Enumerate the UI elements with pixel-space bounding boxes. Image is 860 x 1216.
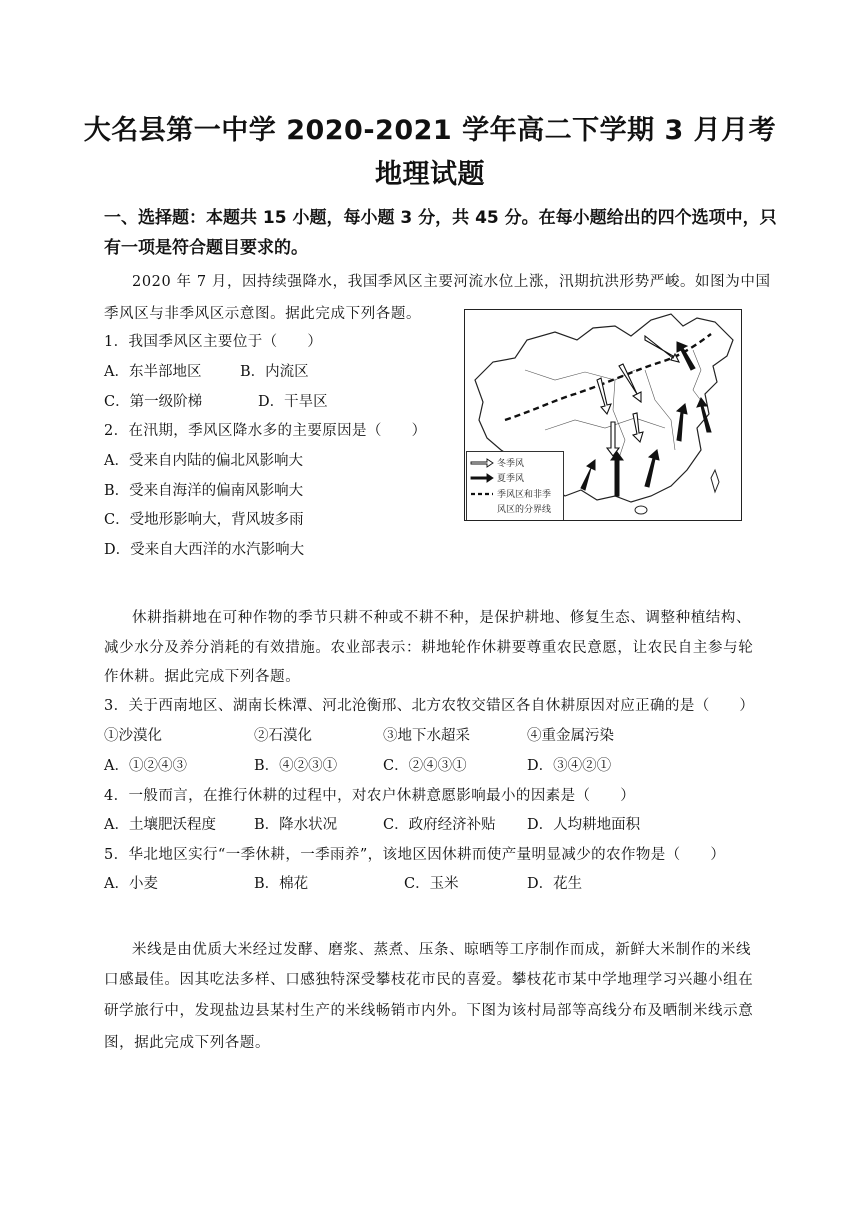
q3-item-3: ③地下水超采 [383, 728, 470, 744]
passage1-line1: 2020 年 7 月，因持续强降水，我国季风区主要河流水位上涨，汛期抗洪形势严峻。如图为中国 [132, 274, 771, 290]
q3-option-c[interactable]: C．②④③① [383, 758, 467, 774]
q3-option-d[interactable]: D．③④②① [527, 758, 612, 774]
question-3-stem: 3．关于西南地区、湖南长株潭、河北沧衡邢、北方农牧交错区各自休耕原因对应正确的是（ ） [104, 698, 755, 714]
legend-winter-monsoon: 冬季风 [497, 459, 525, 469]
legend-summer-monsoon: 夏季风 [497, 474, 525, 484]
passage3-line1: 米线是由优质大米经过发酵、磨浆、蒸煮、压条、晾晒等工序制作而成，新鲜大米制作的米线 [132, 942, 752, 958]
legend-boundary-line2: 风区的分界线 [497, 505, 552, 515]
question-5-stem: 5．华北地区实行“一季休耕，一季雨养”，该地区因休耕而使产量明显减少的农作物是（ ） [104, 847, 726, 863]
q1-option-b[interactable]: B．内流区 [240, 364, 309, 380]
question-4-stem: 4．一般而言，在推行休耕的过程中，对农户休耕意愿影响最小的因素是（ ） [104, 788, 636, 804]
q5-option-a[interactable]: A．小麦 [104, 876, 158, 892]
q5-option-b[interactable]: B．棉花 [254, 876, 309, 892]
q1-option-d[interactable]: D．干旱区 [258, 394, 328, 410]
passage2-line2: 减少水分及养分消耗的有效措施。农业部表示：耕地轮作休耕要尊重农民意愿，让农民自主参与轮 [104, 640, 754, 656]
q4-option-a[interactable]: A．土壤肥沃程度 [104, 817, 216, 833]
passage3-line4: 图，据此完成下列各题。 [104, 1035, 271, 1051]
q3-item-2: ②石漠化 [254, 728, 312, 744]
passage1-line2: 季风区与非季风区示意图。据此完成下列各题。 [104, 306, 422, 322]
legend-boundary-line1: 季风区和非季 [497, 490, 552, 500]
passage2-line3: 作休耕。据此完成下列各题。 [104, 669, 301, 685]
question-2-stem: 2．在汛期，季风区降水多的主要原因是（ ） [104, 423, 427, 439]
q2-option-b[interactable]: B．受来自海洋的偏南风影响大 [104, 483, 304, 499]
exam-title: 大名县第一中学 2020-2021 学年高二下学期 3 月月考 [83, 115, 777, 146]
q2-option-d[interactable]: D．受来自大西洋的水汽影响大 [104, 542, 305, 558]
q1-option-c[interactable]: C．第一级阶梯 [104, 394, 203, 410]
passage3-line3: 研学旅行中，发现盐边县某村生产的米线畅销市内外。下图为该村局部等高线分布及晒制米线示意 [104, 1003, 754, 1019]
q3-option-a[interactable]: A．①②④③ [104, 758, 187, 774]
q3-item-1: ①沙漠化 [104, 728, 162, 744]
section-heading-line2: 有一项是符合题目要求的。 [104, 238, 308, 258]
q2-option-c[interactable]: C．受地形影响大，背风坡多雨 [104, 512, 304, 528]
q4-option-d[interactable]: D．人均耕地面积 [527, 817, 641, 833]
monsoon-region-map [464, 309, 742, 521]
q4-option-b[interactable]: B．降水状况 [254, 817, 338, 833]
passage3-line2: 口感最佳。因其吃法多样、口感独特深受攀枝花市民的喜爱。攀枝花市某中学地理学习兴趣小组在 [104, 972, 754, 988]
passage2-line1: 休耕指耕地在可种作物的季节只耕不种或不耕不种，是保护耕地、修复生态、调整种植结构、 [132, 610, 752, 626]
q3-item-4: ④重金属污染 [527, 728, 614, 744]
q2-option-a[interactable]: A．受来自内陆的偏北风影响大 [104, 453, 303, 469]
exam-subtitle: 地理试题 [375, 159, 485, 190]
q4-option-c[interactable]: C．政府经济补贴 [383, 817, 496, 833]
question-1-stem: 1．我国季风区主要位于（ ） [104, 334, 323, 350]
q5-option-d[interactable]: D．花生 [527, 876, 583, 892]
section-heading-line1: 一、选择题：本题共 15 小题，每小题 3 分，共 45 分。在每小题给出的四个选项中，只 [104, 208, 777, 228]
q3-option-b[interactable]: B．④②③① [254, 758, 338, 774]
map-legend [466, 451, 564, 521]
q1-option-a[interactable]: A．东半部地区 [104, 364, 202, 380]
q5-option-c[interactable]: C．玉米 [404, 876, 459, 892]
